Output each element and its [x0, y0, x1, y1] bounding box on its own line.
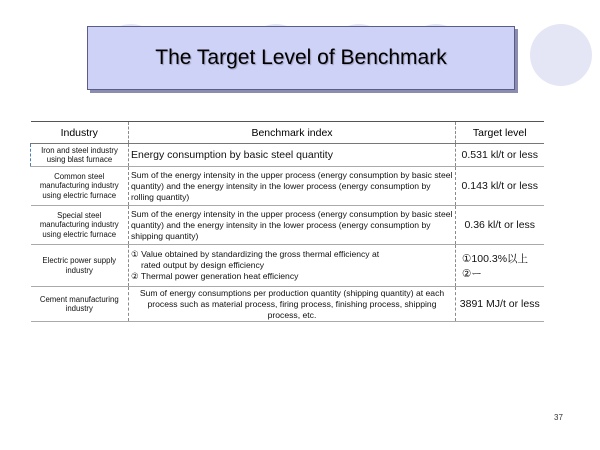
- target-text: 0.531 kl/t or less: [461, 149, 538, 161]
- table-header-row: [31, 122, 544, 144]
- header-benchmark-index: Benchmark index: [129, 122, 456, 144]
- table-row: [31, 287, 544, 322]
- benchmark-cell: [129, 206, 456, 245]
- benchmark-text: Energy consumption by basic steel quantity: [131, 148, 333, 161]
- table-row: [31, 245, 544, 287]
- benchmark-text: Sum of the energy intensity in the upper process (energy consumption by basic steel quantity) and the energy intensity in the lower process (energy consumption by rolling quantity): [131, 169, 453, 202]
- title-banner: [87, 26, 515, 90]
- table-row: [31, 206, 544, 245]
- industry-cell: Common steel manufacturing industry using electric furnace: [31, 167, 129, 206]
- page-number: 37: [554, 413, 563, 422]
- target-cell: [456, 245, 544, 287]
- target-text: 0.36 kl/t or less: [464, 219, 536, 231]
- target-text: 3891 MJ/t or less: [459, 298, 540, 310]
- target-text: 0.143 kl/t or less: [461, 180, 538, 192]
- industry-cell: Electric power supply industry: [31, 245, 129, 287]
- benchmark-text: ② Thermal power generation heat efficiency: [131, 271, 299, 281]
- target-cell: [456, 144, 544, 167]
- benchmark-text: ① Value obtained by standardizing the gross thermal efficiency at: [131, 249, 380, 259]
- table-row: [31, 167, 544, 206]
- industry-cell: Cement manufacturing industry: [31, 287, 129, 322]
- benchmark-table: [30, 121, 544, 322]
- slide-title: The Target Level of Benchmark: [155, 46, 447, 69]
- target-text: ①100.3%以上: [462, 252, 529, 265]
- table-row: [31, 144, 544, 167]
- benchmark-text: Sum of the energy intensity in the upper process (energy consumption by basic steel quantity) and the energy intensity in the lower process (energy consumption by shipping quantity): [131, 208, 453, 241]
- benchmark-cell: [129, 167, 456, 206]
- decor-circle: [530, 24, 592, 86]
- benchmark-cell: [129, 287, 456, 322]
- benchmark-cell: [129, 144, 456, 167]
- industry-cell: Iron and steel industry using blast furnace: [31, 144, 129, 167]
- target-cell: [456, 287, 544, 322]
- target-cell: [456, 206, 544, 245]
- target-text: ②ー: [462, 267, 482, 280]
- benchmark-cell: [129, 245, 456, 287]
- benchmark-text: Sum of energy consumptions per production quantity (shipping quantity) at each process such as material process, firing process, finishing process, shipping process, etc.: [139, 287, 445, 320]
- benchmark-text: rated output by design efficiency: [141, 260, 265, 270]
- target-cell: [456, 167, 544, 206]
- header-target-level: Target level: [456, 122, 544, 144]
- header-industry: Industry: [31, 122, 129, 144]
- industry-cell: Special steel manufacturing industry using electric furnace: [31, 206, 129, 245]
